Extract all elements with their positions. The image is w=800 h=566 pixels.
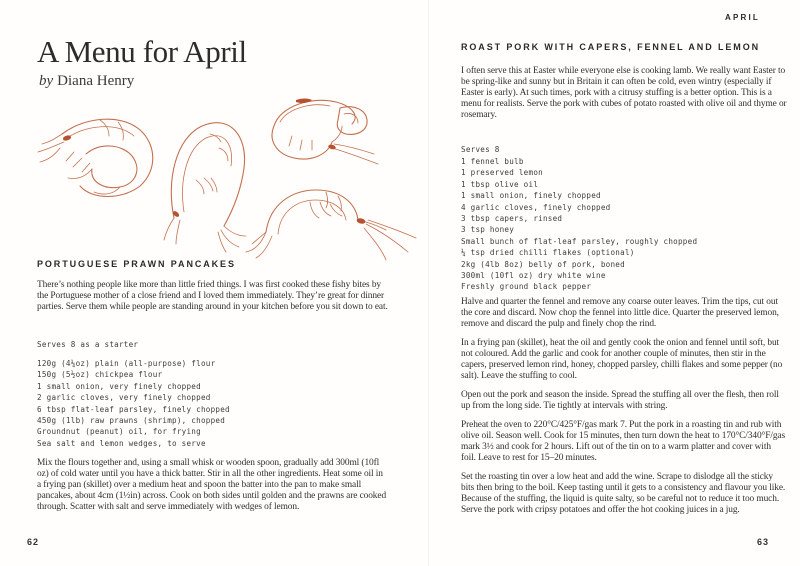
serves-line-left: Serves 8 as a starter bbox=[37, 340, 139, 349]
page-number-left: 62 bbox=[27, 537, 40, 547]
ingredient-item: 450g (1lb) raw prawns (shrimp), chopped bbox=[37, 416, 226, 426]
page-title: A Menu for April bbox=[37, 34, 247, 69]
page-number-right: 63 bbox=[757, 537, 770, 547]
ingredient-item: 120g (4¼oz) plain (all-purpose) flour bbox=[37, 359, 216, 368]
method-paragraph: Halve and quarter the fennel and remove any coarse outer leaves. Trim the tips, cut out the core and discard. Now chop the fennel into little dice. Quarter the preserved lemon, remove and discard the pulp and finely chop the rind. bbox=[461, 297, 779, 329]
ingredient-item: 6 tbsp flat-leaf parsley, finely chopped bbox=[37, 404, 230, 414]
method-paragraph: In a frying pan (skillet), heat the oil and gently cook the onion and fennel until soft, but not coloured. Add the garlic and cook for another couple of minutes, then stir in the capers, preserved lemon rind, honey, chopped parsley, chilli flakes and some pepper (no salt). Leave the stuffing to cool. bbox=[461, 338, 783, 381]
method-left bbox=[37, 458, 389, 521]
prawn-sketches-illustration bbox=[34, 92, 446, 264]
byline bbox=[39, 73, 134, 90]
byline-author: Diana Henry bbox=[57, 73, 135, 89]
ingredient-item: Sea salt and lemon wedges, to serve bbox=[37, 438, 206, 448]
ingredient-item: ¼ tsp dried chilli flakes (optional) bbox=[461, 248, 635, 258]
recipe-heading-prawn-pancakes: PORTUGUESE PRAWN PANCAKES bbox=[37, 259, 236, 269]
ingredient-item: 2kg (4lb 8oz) belly of pork, boned bbox=[461, 259, 625, 269]
ingredient-item: 300ml (10fl oz) dry white wine bbox=[461, 271, 606, 281]
method-right bbox=[461, 297, 787, 524]
ingredient-item: 3 tbsp capers, rinsed bbox=[461, 214, 563, 224]
ingredient-item: 3 tsp honey bbox=[461, 225, 515, 235]
page-gutter bbox=[428, 0, 429, 566]
prawn-sketch-2 bbox=[164, 123, 246, 252]
ingredient-item: Freshly ground black pepper bbox=[461, 282, 592, 292]
recipe-intro-right: I often serve this at Easter while everyone else is cooking lamb. We really want Easter to be spring-like and sunny but in Britain it can often be cold, even wintry (especially if Easter is early). At such times, pork with a citrusy stuffing is a better option. This is a menu for realists. Serve the pork with cubes of potato roasted with olive oil and thyme or rosemary. bbox=[461, 66, 787, 120]
prawn-sketch-1 bbox=[38, 119, 153, 196]
method-paragraph: Set the roasting tin over a low heat and add the wine. Scrape to dislodge all the sticky bits then bring to the boil. Keep tasting until it gets to a consistency and flavour you like. Because of the stuffing, the liquid is quite salty, so be careful not to reduce it too much. Serve the pork with cripsy potatoes and offer the hot cooking juices in a jug. bbox=[461, 472, 786, 515]
ingredient-list-left bbox=[37, 358, 230, 449]
recipe-intro-left: There’s nothing people like more than little fried things. I was first cooked these fishy bites by the Portuguese mother of a close friend and I loved them immediately. They’re great for dinner parties. Serve them while people are standing around in your kitchen before you sit down to eat. bbox=[37, 280, 388, 312]
ingredient-item: 2 garlic cloves, very finely chopped bbox=[37, 393, 211, 403]
method-paragraph: Open out the pork and season the inside. Spread the stuffing all over the flesh, then roll up from the long side. Tie tightly at intervals with string. bbox=[461, 390, 779, 411]
ingredient-item: 150g (5½oz) chickpea flour bbox=[37, 370, 163, 380]
ingredient-item: 1 fennel bulb bbox=[461, 157, 524, 166]
ingredient-item: Small bunch of flat-leaf parsley, roughly chopped bbox=[461, 236, 698, 246]
byline-prefix: by bbox=[39, 73, 54, 89]
ingredient-item: 1 small onion, finely chopped bbox=[461, 191, 601, 201]
ingredient-item: 4 garlic cloves, finely chopped bbox=[461, 202, 611, 212]
running-header-month: APRIL bbox=[725, 13, 760, 22]
ingredient-item: 1 preserved lemon bbox=[461, 168, 543, 178]
prawn-sketch-4 bbox=[246, 190, 416, 260]
method-paragraph: Mix the flours together and, using a small whisk or wooden spoon, gradually add 300ml (10fl oz) of cold water until you have a thick batter. Stir in all the other ingredients. Heat some oil in a frying pan (skillet) over a medium heat and spoon the batter into the pan to make small pancakes, about 4cm (1½in) across. Cook on both sides until golden and the prawns are cooked through. Scatter with salt and serve immediately with wedges of lemon. bbox=[37, 458, 387, 512]
serves-line-right: Serves 8 bbox=[461, 145, 500, 154]
recipe-heading-roast-pork: ROAST PORK WITH CAPERS, FENNEL AND LEMON bbox=[461, 42, 761, 52]
ingredient-item: 1 small onion, very finely chopped bbox=[37, 381, 201, 391]
prawn-sketch-3 bbox=[272, 99, 378, 165]
ingredient-item: 1 tbsp olive oil bbox=[461, 179, 539, 189]
ingredient-item: Groundnut (peanut) oil, for frying bbox=[37, 427, 201, 437]
ingredient-list-right bbox=[461, 156, 697, 293]
method-paragraph: Preheat the oven to 220°C/425°F/gas mark 7. Put the pork in a roasting tin and rub with olive oil. Season well. Cook for 15 minutes, then turn down the heat to 170°C/340°F/gas mark 3½ and cook for 2 hours. Lift out of the tin on to a warm platter and cover with foil. Leave to rest for 15–20 minutes. bbox=[461, 420, 786, 463]
